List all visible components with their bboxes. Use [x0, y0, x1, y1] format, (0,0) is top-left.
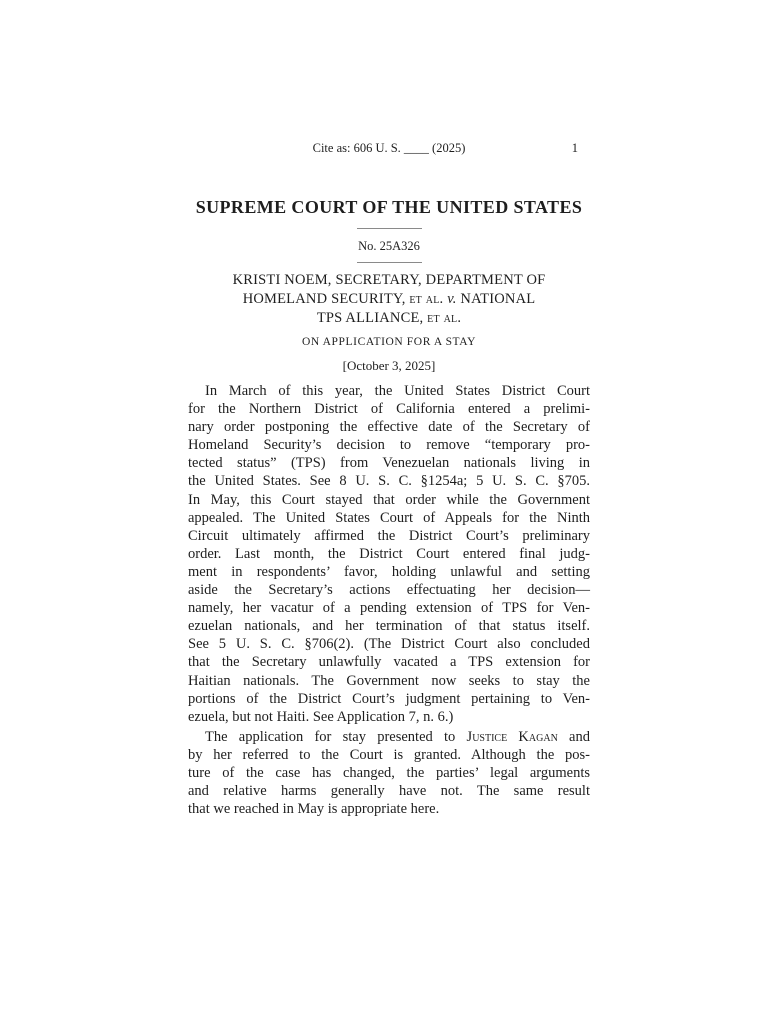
text-line: that the Secretary unlawfully vacated a TPS extension for — [188, 654, 590, 671]
text-line: for the Northern District of California entered a prelimi- — [188, 401, 590, 418]
text-line: appealed. The United States Court of Appeals for the Ninth — [188, 509, 590, 526]
text-line: Haitian nationals. The Government now seeks to stay the — [188, 672, 590, 689]
text-line: the United States. See 8 U. S. C. §1254a; 5 U. S. C. §705. — [188, 473, 590, 490]
text-line: In May, this Court stayed that order while the Government — [188, 491, 590, 508]
text-line: ture of the case has changed, the parties’ legal arguments — [188, 764, 590, 781]
text-line: ment in respondents’ favor, holding unlawful and setting — [188, 563, 590, 580]
text-line: Circuit ultimately affirmed the District Court’s preliminary — [188, 527, 590, 544]
text-line: nary order postponing the effective date of the Secretary of — [188, 419, 590, 436]
text-line: order. Last month, the District Court entered final judg- — [188, 545, 590, 562]
text-line: Homeland Security’s decision to remove “temporary pro- — [188, 437, 590, 454]
text-line: namely, her vacatur of a pending extension of TPS for Ven- — [188, 600, 590, 617]
decision-date: [October 3, 2025] — [342, 358, 436, 373]
page-number: 1 — [571, 141, 578, 155]
text-line: tected status” (TPS) from Venezuelan nationals living in — [188, 455, 590, 472]
text-line: ezuela, but not Haiti. See Application 7, n. 6.) — [188, 708, 454, 725]
horizontal-rule — [357, 228, 422, 229]
horizontal-rule — [357, 262, 422, 263]
proceeding-line: ON APPLICATION FOR A STAY — [301, 336, 477, 348]
docket-number: No. 25A326 — [358, 239, 420, 253]
text-line: The application for stay presented to Justice Kagan and — [205, 728, 590, 745]
opinion-paragraph — [188, 382, 590, 726]
opinion-content — [188, 0, 590, 818]
text-line: aside the Secretary’s actions effectuating her decision— — [188, 582, 590, 599]
running-head — [188, 141, 590, 156]
text-line: KRISTI NOEM, SECRETARY, DEPARTMENT OF — [232, 272, 546, 288]
text-line: ezuelan nationals, and her termination of that status itself. — [188, 618, 590, 635]
text-line: by her referred to the Court is granted. Although the pos- — [188, 746, 590, 763]
opinion-paragraph — [188, 728, 590, 818]
opinion-body — [188, 382, 590, 818]
text-line: portions of the District Court’s judgment pertaining to Ven- — [188, 690, 590, 707]
court-name-title: SUPREME COURT OF THE UNITED STATES — [195, 197, 583, 217]
text-line: and relative harms generally have not. The same result — [188, 783, 590, 800]
citation-line: Cite as: 606 U. S. ____ (2025) — [312, 141, 466, 155]
text-line: In March of this year, the United States District Court — [205, 383, 590, 399]
text-line: that we reached in May is appropriate here. — [188, 801, 440, 818]
text-line: See 5 U. S. C. §706(2). (The District Court also concluded — [188, 636, 590, 653]
text-line: HOMELAND SECURITY, et al. v. NATIONAL — [242, 291, 536, 307]
text-line: TPS ALLIANCE, et al. — [316, 310, 462, 326]
case-caption — [188, 271, 590, 328]
